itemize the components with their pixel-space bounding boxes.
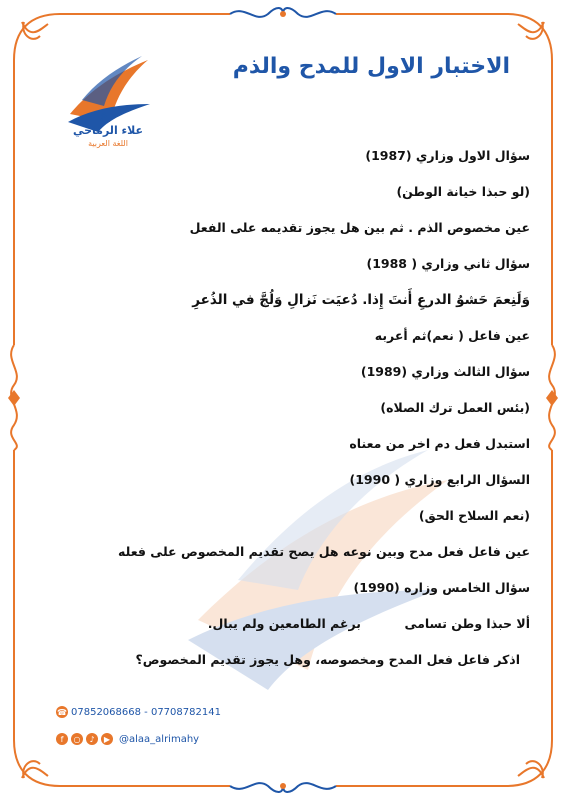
logo-subtitle: اللغة العربية [88,139,128,148]
instagram-icon[interactable]: ○ [71,733,83,745]
tiktok-icon[interactable]: ♪ [86,733,98,745]
question-line: (نعم السلاح الحق) [418,508,530,523]
question-line: (لو حبذا خيانة الوطن) [396,184,530,199]
phone-numbers: 07852068668 - 07708782141 [71,706,221,718]
question-line: عين فاعل ( نعم)ثم أعربه [374,328,530,343]
facebook-icon[interactable]: f [56,733,68,745]
social-handle[interactable]: @alaa_alrimahy [119,733,200,745]
footer-contact [56,706,256,718]
youtube-icon[interactable]: ▶ [101,733,113,745]
footer-social [56,733,256,745]
question-line: (بئس العمل ترك الصلاه) [380,400,530,415]
logo-name: علاء الرماحي [72,124,144,137]
question-line: وَلَنِعمَ حَشوُ الدرعِ أَنتَ إِذا. دُعيَت نَزالِ وَلُجَّ في الذُعرِ [192,292,530,308]
question-line: سؤال الخامس وزاره (1990) [353,580,530,595]
question-line: سؤال الثالث وزاري (1989) [360,364,530,379]
phone-icon: ☎ [57,707,67,717]
logo-mark [58,52,158,152]
question-line: السؤال الرابع وزاري ( 1990) [349,472,530,487]
page-title: الاختبار الاول للمدح والذم [232,54,510,79]
question-line: استبدل فعل دم اخر من معناه [349,436,530,451]
question-line: سؤال الاول وزاري (1987) [365,148,530,163]
question-line: اذكر فاعل فعل المدح ومخصوصه، وهل يجوز تقديم المخصوص؟ [135,652,520,667]
question-line: عين فاعل فعل مدح وبين نوعه هل يصح تقديم المخصوص على فعله [118,544,530,559]
question-line: ألا حبذا وطن تسامى برغم الطامعين ولم يبال. [207,616,530,631]
question-line: سؤال ثاني وزاري ( 1988) [366,256,530,271]
logo-letter: ع [100,108,109,124]
question-line: عين مخصوص الذم . ثم بين هل يجوز تقديمه على الفعل [189,220,530,235]
